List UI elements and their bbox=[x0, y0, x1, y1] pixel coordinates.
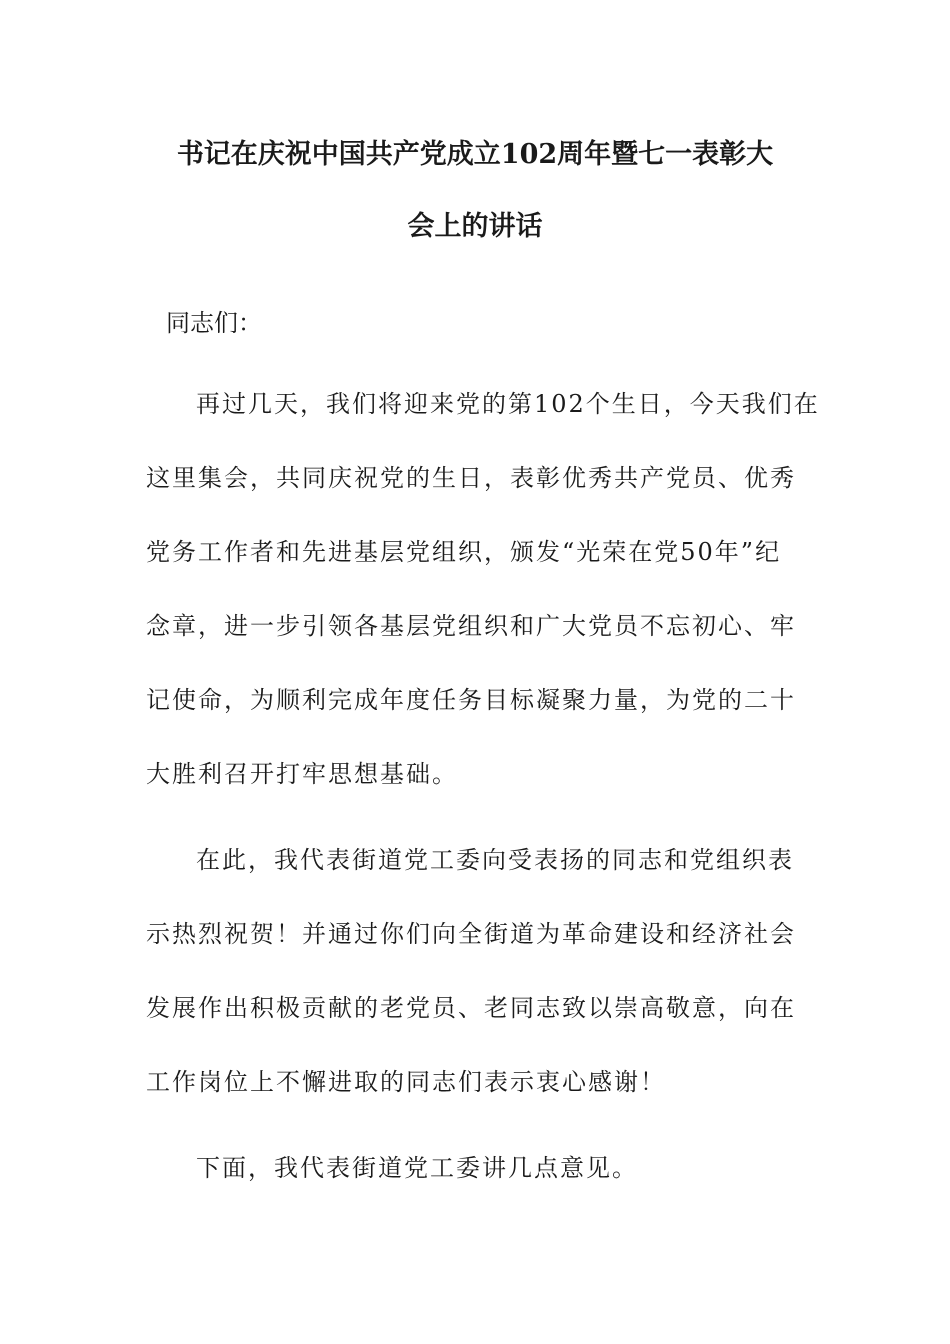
paragraph-2-line-1: 在此，我代表街道党工委向受表扬的同志和党组织表 bbox=[196, 846, 794, 874]
paragraph-1-line-6: 大胜利召开打牢思想基础。 bbox=[146, 760, 458, 788]
paragraph-1-line-2: 这里集会，共同庆祝党的生日，表彰优秀共产党员、优秀 bbox=[146, 464, 796, 492]
document-title-line-2: 会上的讲话 bbox=[407, 211, 543, 242]
paragraph-2-line-3: 发展作出积极贡献的老党员、老同志致以崇高敬意，向在 bbox=[146, 994, 796, 1022]
paragraph-1-line-4: 念章，进一步引领各基层党组织和广大党员不忘初心、牢 bbox=[146, 612, 796, 640]
document-title-line-1: 书记在庆祝中国共产党成立102周年暨七一表彰大 bbox=[176, 139, 774, 170]
paragraph-2-line-2: 示热烈祝贺！并通过你们向全街道为革命建设和经济社会 bbox=[146, 920, 796, 948]
paragraph-2-line-4: 工作岗位上不懈进取的同志们表示衷心感谢！ bbox=[146, 1068, 666, 1096]
paragraph-1-line-5: 记使命，为顺利完成年度任务目标凝聚力量，为党的二十 bbox=[146, 686, 796, 714]
paragraph-3-line-1: 下面，我代表街道党工委讲几点意见。 bbox=[196, 1154, 638, 1182]
paragraph-1-line-3: 党务工作者和先进基层党组织，颁发“光荣在党50年”纪 bbox=[146, 538, 782, 566]
salutation: 同志们： bbox=[166, 309, 262, 337]
paragraph-1-line-1: 再过几天，我们将迎来党的第102个生日，今天我们在 bbox=[196, 390, 820, 418]
